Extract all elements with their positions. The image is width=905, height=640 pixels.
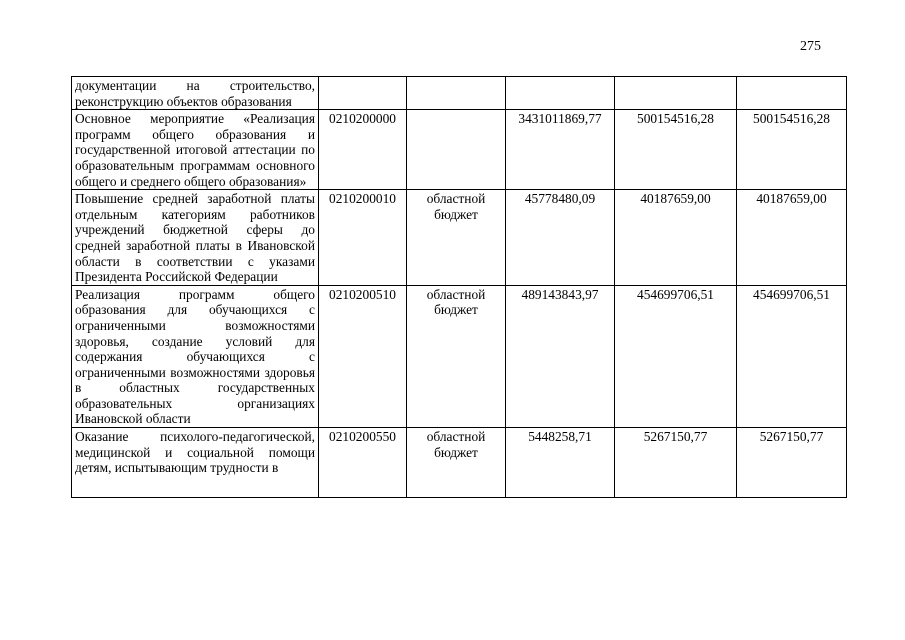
row-name: Реализация программ общего образования для обучающихся с ограниченными возможностями здоровья, создание условий для содержания обучающихся с ограниченными возможностями здоровья в областных государственных образовательных организациях Ивановской области [72,285,319,427]
row-value-3: 40187659,00 [737,190,847,286]
row-source: областной бюджет [407,428,506,498]
row-source [407,110,506,190]
row-name: Основное мероприятие «Реализация программ общего образования и государственной итоговой аттестации по образовательным программам основного общего и среднего общего образования» [72,110,319,190]
table-row [72,77,847,110]
row-name: Оказание психолого-педагогической, медицинской и социальной помощи детям, испытывающим трудности в [72,428,319,498]
row-code: 0210200550 [319,428,407,498]
table-row [72,110,847,190]
row-value-1: 45778480,09 [506,190,615,286]
budget-table [71,76,847,498]
row-value-2: 500154516,28 [615,110,737,190]
table-row [72,285,847,427]
table-row [72,190,847,286]
table-row [72,428,847,498]
row-value-1: 5448258,71 [506,428,615,498]
row-value-2 [615,77,737,110]
row-code [319,77,407,110]
row-source: областной бюджет [407,190,506,286]
row-value-3: 500154516,28 [737,110,847,190]
row-source: областной бюджет [407,285,506,427]
row-code: 0210200010 [319,190,407,286]
row-code: 0210200000 [319,110,407,190]
row-value-3: 5267150,77 [737,428,847,498]
row-value-2: 454699706,51 [615,285,737,427]
row-value-2: 5267150,77 [615,428,737,498]
row-value-2: 40187659,00 [615,190,737,286]
row-source [407,77,506,110]
row-code: 0210200510 [319,285,407,427]
row-value-3 [737,77,847,110]
row-name: документации на строительство, реконструкцию объектов образования [72,77,319,110]
row-value-1: 489143843,97 [506,285,615,427]
row-value-3: 454699706,51 [737,285,847,427]
row-value-1: 3431011869,77 [506,110,615,190]
row-name: Повышение средней заработной платы отдельным категориям работников учреждений бюджетной сферы до средней заработной платы в Ивановской области в соответствии с указами Президента Российской Федерации [72,190,319,286]
page-number: 275 [800,39,821,54]
row-value-1 [506,77,615,110]
